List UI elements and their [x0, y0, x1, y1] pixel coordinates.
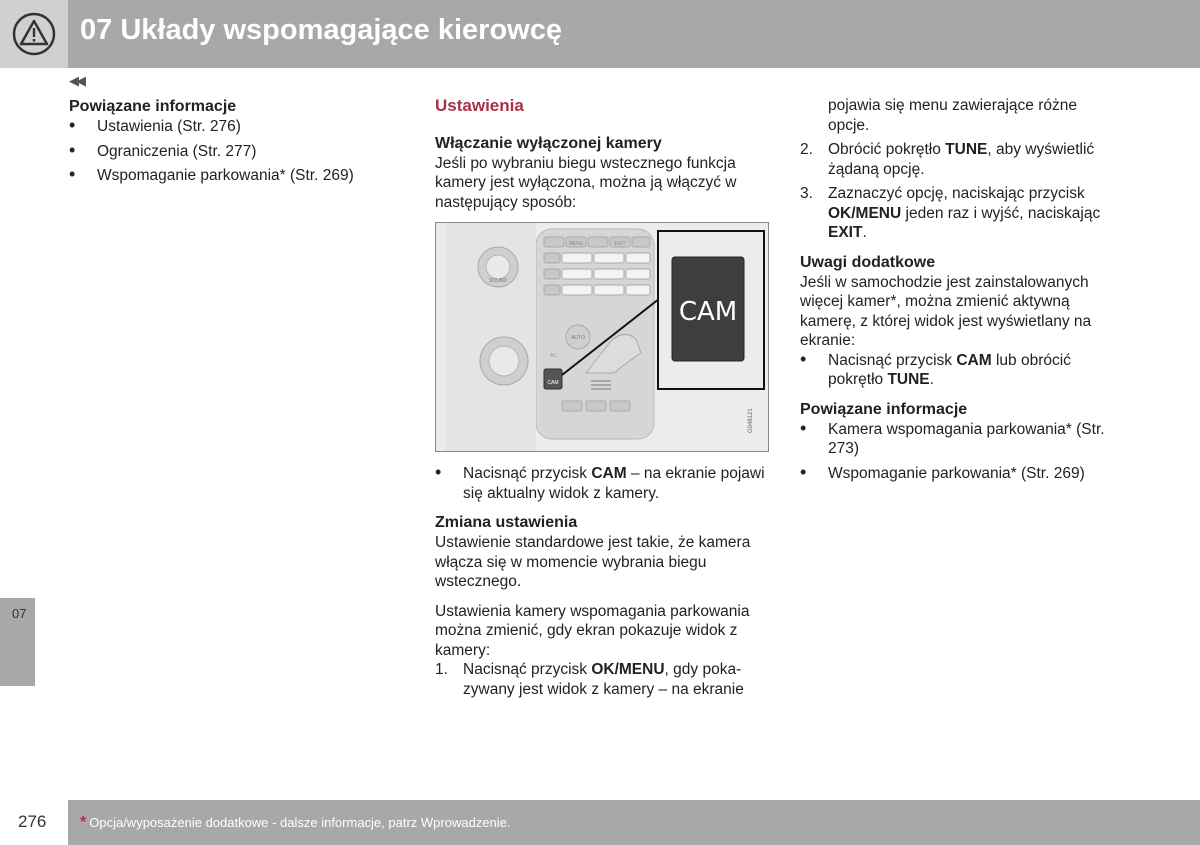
column-middle — [435, 96, 771, 704]
step-2: 2. Obrócić pokrętło TUNE, aby wyświetlić żądaną opcję. — [800, 141, 1095, 178]
menu-button-label: MENU — [568, 241, 584, 247]
cam-callout-label: CAM — [678, 297, 738, 327]
footnote-star: * — [80, 814, 87, 831]
notes-bullets — [800, 351, 1120, 390]
page-title: 07 Układy wspomagające kierowcę — [80, 14, 562, 46]
ac-label: AC — [550, 353, 557, 359]
step-3: 3. Zaznaczyć opcję, naciskając przycisk OK/MENU jeden raz i wyjść, naciskając EXIT. — [800, 185, 1101, 241]
section-title: Ustawienia — [435, 96, 524, 115]
related-link-park-assist-2[interactable]: • Wspomaganie parkowania* (Str. 269) — [800, 464, 1120, 484]
console-figure — [435, 222, 769, 452]
center-console-illustration — [436, 223, 768, 451]
related-info-heading-2: Powiązane informacje — [800, 400, 968, 418]
page-number: 276 — [18, 812, 47, 831]
steps-continued — [800, 140, 1120, 243]
exit-button-label: EXIT — [614, 241, 626, 247]
related-info-list-2 — [800, 420, 1120, 484]
auto-label: AUTO — [571, 335, 585, 341]
chapter-tab-label: 07 — [12, 606, 27, 621]
exit-bold: EXIT — [828, 224, 863, 241]
cam-bold-2: CAM — [956, 351, 992, 369]
related-link-parking-camera[interactable]: • Kamera wspomagania parkowania* (Str. 273) — [800, 420, 1120, 459]
notes-heading: Uwagi dodatkowe — [800, 253, 936, 271]
enable-camera-heading: Włączanie wyłączonej kamery — [435, 134, 662, 152]
cam-button-label: CAM — [547, 380, 559, 386]
step-1: 1. Nacisnąć przycisk OK/MENU, gdy poka-zywany jest widok z kamery – na ekranie — [435, 661, 744, 698]
column-right — [800, 96, 1120, 488]
change-setting-steps — [435, 660, 771, 699]
column-left — [69, 97, 399, 191]
sound-label: SOUND — [488, 278, 508, 284]
related-link-settings[interactable]: • Ustawienia (Str. 276) — [69, 117, 399, 137]
related-info-list — [69, 117, 399, 186]
enable-camera-bullets — [435, 464, 771, 503]
related-link-park-assist[interactable]: • Wspomaganie parkowania* (Str. 269) — [69, 166, 399, 186]
tune-bold: TUNE — [945, 141, 988, 158]
footnote — [80, 814, 511, 832]
change-setting-text2: Ustawienia kamery wspomagania parkowania można zmienić, gdy ekran pokazuje widok z kamery: — [435, 602, 750, 659]
warning-triangle-icon — [12, 12, 56, 56]
cam-bold: CAM — [591, 465, 627, 482]
figure-code: G048121 — [748, 408, 754, 433]
back-nav-icon[interactable]: ◀◀ — [69, 73, 83, 88]
related-link-limitations[interactable]: • Ograniczenia (Str. 277) — [69, 142, 399, 162]
change-setting-text1: Ustawienie standardowe jest takie, że kamera włącza się w momencie wybrania biegu wstecznego. — [435, 534, 751, 590]
related-info-heading: Powiązane informacje — [69, 98, 237, 115]
footnote-text: Opcja/wyposażenie dodatkowe - dalsze informacje, patrz Wprowadzenie. — [89, 815, 511, 830]
step-1-continued: pojawia się menu zawierające różne opcje. — [828, 97, 1077, 134]
enable-camera-text: Jeśli po wybraniu biegu wstecznego funkcja kamery jest wyłączona, można ją włączyć w następujący sposób: — [435, 154, 737, 211]
header-icon-box — [0, 0, 68, 68]
tune-bold-2: TUNE — [887, 371, 930, 388]
press-cam-or-tune-item: • Nacisnąć przycisk CAM lub obrócić pokrętło TUNE. — [800, 351, 1120, 390]
change-setting-heading: Zmiana ustawienia — [435, 514, 578, 531]
notes-text: Jeśli w samochodzie jest zainstalowanych więcej kamer*, można zmienić aktywną kamerę, z której widok jest wyświetlany na ekranie: — [800, 273, 1092, 349]
ok-menu-bold: OK/MENU — [591, 661, 665, 678]
press-cam-item: • Nacisnąć przycisk CAM – na ekranie pojawi się aktualny widok z kamery. — [435, 464, 771, 503]
ok-menu-bold-2: OK/MENU — [828, 204, 902, 222]
